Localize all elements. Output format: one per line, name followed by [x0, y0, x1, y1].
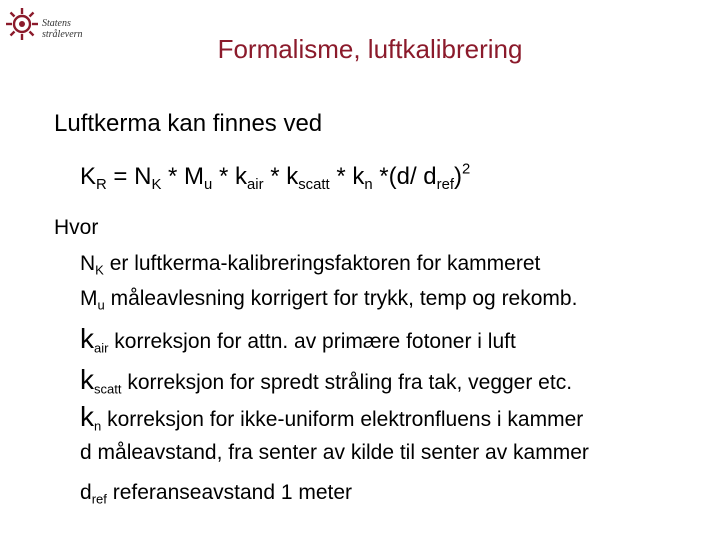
definition-symbol: N — [80, 252, 96, 275]
definition-subscript: scatt — [94, 381, 122, 397]
definition-text: korreksjon for ikke-uniform elektronfluens i kammer — [101, 408, 584, 431]
definition-text: måleavlesning korrigert for trykk, temp og rekomb. — [104, 287, 578, 310]
definition-item — [80, 323, 516, 355]
definition-symbol: k — [80, 364, 94, 395]
definition-item — [80, 481, 352, 505]
formula-part: * M — [161, 163, 205, 190]
definition-subscript: ref — [91, 491, 107, 507]
formula-subscript: scatt — [298, 177, 330, 194]
logo-line-1: Statens — [42, 18, 71, 29]
logo-line-2: strålevern — [42, 29, 83, 40]
formula-subscript: u — [204, 177, 213, 194]
definition-symbol: d — [80, 441, 92, 464]
definition-item — [80, 287, 577, 311]
definition-subscript: K — [95, 262, 104, 278]
definition-text: korreksjon for attn. av primære fotoner i luft — [108, 330, 516, 353]
formula — [80, 161, 471, 194]
definition-symbol: k — [80, 401, 94, 432]
definition-item — [80, 441, 589, 465]
formula-part: * k — [329, 163, 365, 190]
definition-text: referanseavstand 1 meter — [106, 481, 353, 504]
formula-exponent: 2 — [462, 161, 471, 178]
formula-subscript: ref — [436, 177, 455, 194]
slide-title: Formalisme, luftkalibrering — [217, 34, 523, 64]
formula-subscript: R — [96, 177, 107, 194]
formula-part: = N — [106, 163, 152, 190]
definition-symbol: d — [80, 481, 92, 504]
formula-subscript: K — [151, 177, 162, 194]
definition-subscript: n — [94, 418, 102, 434]
formula-part: K — [80, 163, 97, 190]
definition-item — [80, 401, 583, 433]
formula-subscript: n — [364, 177, 373, 194]
formula-part: * k — [212, 163, 248, 190]
definition-symbol: k — [80, 323, 94, 354]
definition-subscript: u — [97, 297, 105, 313]
formula-part: * k — [263, 163, 299, 190]
formula-part: ) — [454, 163, 463, 190]
definition-item — [80, 364, 572, 396]
intro-text: Luftkerma kan finnes ved — [54, 110, 323, 137]
definition-item — [80, 252, 540, 276]
definition-text: korreksjon for spredt stråling fra tak, vegger etc. — [121, 371, 573, 394]
definition-symbol: M — [80, 287, 98, 310]
hvor-heading: Hvor — [54, 216, 99, 239]
formula-part: *(d/ d — [372, 163, 437, 190]
definition-text: måleavstand, fra senter av kilde til senter av kammer — [91, 441, 589, 464]
formula-subscript: air — [247, 177, 264, 194]
definition-text: er luftkerma-kalibreringsfaktoren for kammeret — [103, 252, 541, 275]
definition-subscript: air — [94, 340, 109, 356]
